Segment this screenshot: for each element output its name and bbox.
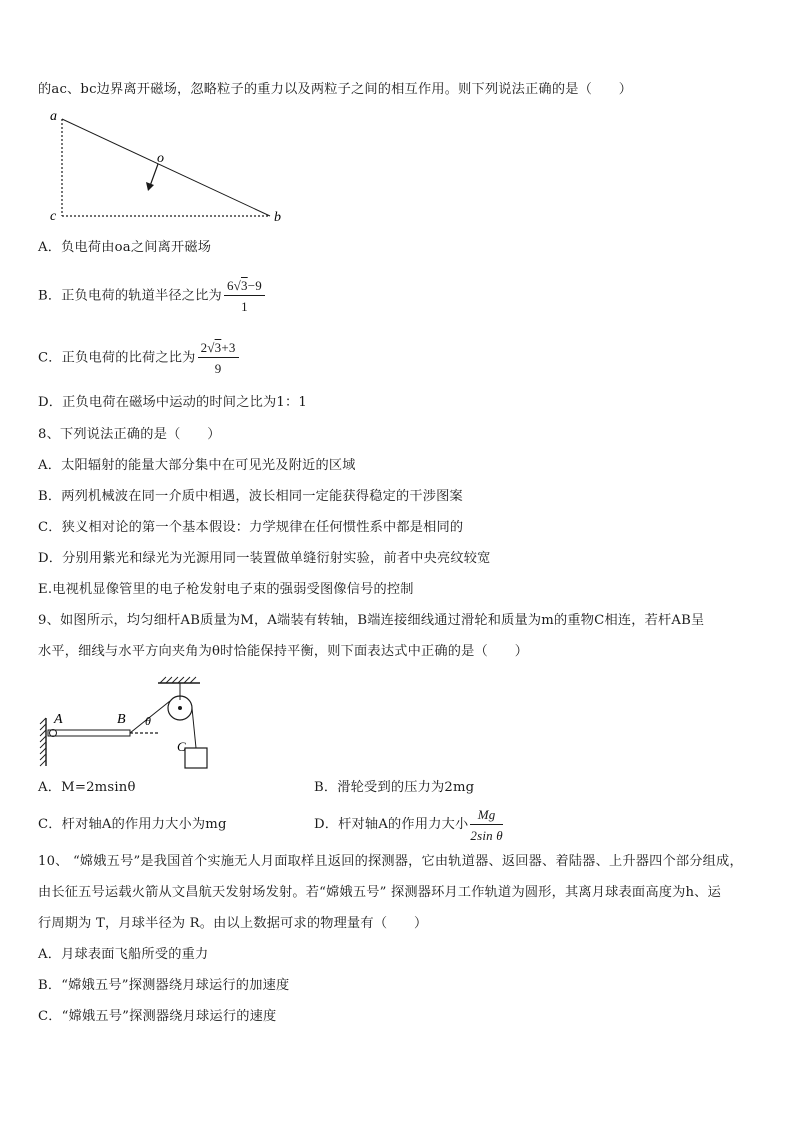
q7-option-a: A．负电荷由oa之间离开磁场 [38, 240, 212, 255]
frac-c-den: 9 [214, 361, 222, 376]
q7-option-b [38, 277, 265, 315]
q8-option-d: D．分别用紫光和绿光为光源用同一装置做单缝衍射实验，前者中央亮纹较宽 [38, 551, 491, 566]
q7-option-d: D．正负电荷在磁场中运动的时间之比为1：1 [38, 395, 307, 410]
q8-option-a: A．太阳辐射的能量大部分集中在可见光及附近的区域 [38, 458, 356, 473]
q7-option-b-fraction: $\frac{6√3-9}{1}$ [224, 277, 265, 315]
q10-option-b: B．“嫦娥五号”探测器绕月球运行的加速度 [38, 978, 290, 993]
q9-option-d-fraction [470, 806, 503, 844]
label-B: B [117, 712, 126, 727]
q8-option-c: C．狭义相对论的第一个基本假设：力学规律在任何惯性系中都是相同的 [38, 520, 464, 535]
frac-d-num: Mg [477, 807, 496, 822]
q10-option-c: C．“嫦娥五号”探测器绕月球运行的速度 [38, 1009, 277, 1024]
q9-option-d-text: D．杆对轴A的作用力大小 [314, 817, 469, 832]
q10-stem-line2: 由长征五号运载火箭从文昌航天发射场发射。若“嫦娥五号” 探测器环月工作轨道为圆形，其离月球表面高度为h、运 [38, 885, 721, 900]
frac-d-den: 2sin θ [470, 828, 503, 843]
q7-intro: 的ac、bc边界离开磁场，忽略粒子的重力以及两粒子之间的相互作用。则下列说法正确的是（ ） [38, 82, 633, 97]
q9-option-c: C．杆对轴A的作用力大小为mg [38, 817, 227, 832]
q7-option-b-text: B．正负电荷的轨道半径之比为 [38, 288, 222, 304]
q9-option-d [314, 806, 503, 844]
frac-c-coef: 2 [200, 340, 208, 355]
label-C: C [177, 739, 186, 754]
q9-option-a: A．M=2msinθ [38, 780, 136, 795]
q8-stem: 8、下列说法正确的是（ ） [38, 427, 221, 442]
frac-b-tail: −9 [247, 278, 262, 293]
q7-option-c [38, 339, 239, 377]
q7-option-c-fraction: $\frac{2√3+3}{9}$ [198, 339, 239, 377]
q9-option-b: B．滑轮受到的压力为2mg [314, 780, 475, 795]
frac-b-root: 3 [240, 278, 248, 293]
frac-c-root: 3 [214, 340, 222, 355]
label-o: o [157, 151, 164, 166]
frac-b-den: 1 [241, 299, 248, 314]
q8-option-b: B．两列机械波在同一介质中相遇，波长相同一定能获得稳定的干涉图案 [38, 489, 463, 504]
q7-triangle-figure [44, 106, 294, 228]
frac-c-tail: +3 [221, 340, 236, 355]
label-a: a [50, 109, 57, 124]
q9-pulley-figure [38, 668, 238, 774]
q7-option-c-text: C．正负电荷的比荷之比为 [38, 350, 196, 366]
q9-stem-line1: 9、如图所示，均匀细杆AB质量为M，A端装有转轴，B端连接细线通过滑轮和质量为m的重物C相连，若杆AB呈 [38, 613, 705, 628]
q8-option-e: E.电视机显像管里的电子枪发射电子束的强弱受图像信号的控制 [38, 582, 414, 597]
q10-stem-line3: 行周期为 T，月球半径为 R。由以上数据可求的物理量有（ ） [38, 916, 428, 931]
q10-stem-line1: 10、 “嫦娥五号”是我国首个实施无人月面取样且返回的探测器，它由轨道器、返回器、着陆器、上升器四个部分组成， [38, 854, 743, 869]
frac-b-coef: 6 [226, 278, 234, 293]
label-b: b [274, 210, 281, 225]
q9-stem-line2: 水平，细线与水平方向夹角为θ时恰能保持平衡，则下面表达式中正确的是（ ） [38, 644, 529, 659]
label-c: c [50, 209, 57, 224]
q10-option-a: A．月球表面飞船所受的重力 [38, 947, 209, 962]
label-A: A [54, 712, 63, 727]
label-theta: θ [145, 714, 151, 728]
